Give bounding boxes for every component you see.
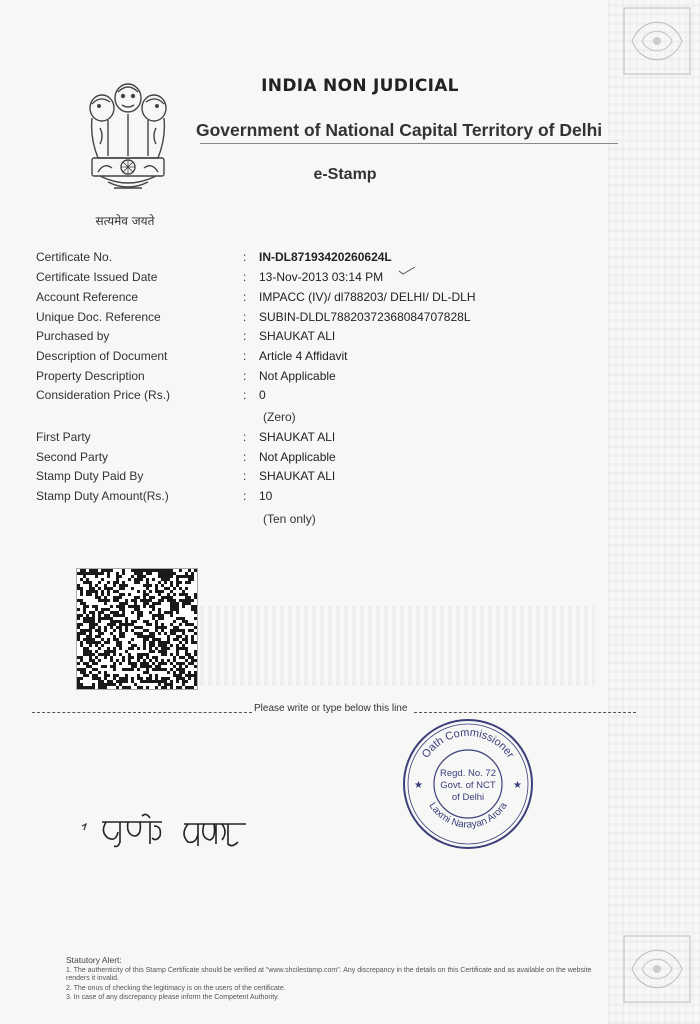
field-label: Stamp Duty Paid By [36,469,144,483]
ashoka-lion-emblem-icon [78,78,178,210]
field-colon: : [243,290,247,304]
field-colon: : [243,388,247,402]
certificate-number: IN-DL87193420260624L [259,250,392,264]
ornament-icon [622,6,692,76]
ornament-icon [622,934,692,1004]
first-party: SHAUKAT ALI [259,430,336,444]
field-label: Account Reference [36,290,139,304]
issued-date: 13-Nov-2013 03:14 PM [259,270,384,284]
unique-doc-reference: SUBIN-DLDL78820372368084707828L [259,310,471,324]
svg-text:Oath Commissioner [420,727,517,761]
field-colon: : [243,450,247,464]
second-party: Not Applicable [259,450,336,464]
seal-bottom-text: Laxmi Narayan Arora [426,800,510,831]
decorative-border [608,0,700,1024]
field-label: Unique Doc. Reference [36,310,161,324]
field-colon: : [243,489,247,503]
consideration-price-words: (Zero) [263,410,296,424]
title-divider [200,143,618,144]
field-label: Certificate No. [36,250,113,264]
svg-text:Laxmi Narayan Arora [426,800,509,830]
consideration-price: 0 [259,388,266,402]
statutory-alert-item: 1. The authenticity of this Stamp Certificate should be verified at "www.shcilestamp.com". Any discrepancy in the details on this Certificate and as available on the website renders it invalid. [66,967,592,982]
field-label: Certificate Issued Date [36,270,158,284]
field-colon: : [243,469,247,483]
field-label: Consideration Price (Rs.) [36,388,171,402]
stamp-duty-paid-by: SHAUKAT ALI [259,469,336,483]
field-label: First Party [36,430,91,444]
document-description: Article 4 Affidavit [259,349,348,363]
handwritten-signature [76,812,256,862]
field-colon: : [243,329,247,343]
separator-line [414,712,636,713]
field-colon: : [243,310,247,324]
seal-regd-no: Regd. No. 72 [440,768,496,779]
seal-outer-text: Oath Commissioner [419,726,517,761]
property-description: Not Applicable [259,369,336,383]
field-label: Description of Document [36,349,168,363]
document-title: INDIA NON JUDICIAL [261,76,459,96]
field-label: Purchased by [36,329,110,343]
separator-line [32,712,252,713]
statutory-alert-item: 2. The onus of checking the legitimacy is on the users of the certificate. [66,985,286,992]
tick-mark-icon [398,266,416,276]
stamp-duty-amount: 10 [259,489,273,503]
separator-text: Please write or type below this line [254,703,408,714]
account-reference: IMPACC (IV)/ dl788203/ DELHI/ DL-DLH [259,290,476,304]
field-colon: : [243,349,247,363]
star-icon: ★ [414,780,423,791]
field-colon: : [243,430,247,444]
qr-code [76,568,198,690]
field-label: Second Party [36,450,109,464]
document-type: e-Stamp [313,166,377,183]
field-colon: : [243,250,247,264]
seal-delhi: of Delhi [451,792,485,803]
field-colon: : [243,369,247,383]
government-name: Government of National Capital Territory of Delhi [196,120,603,140]
field-colon: : [243,270,247,284]
field-label: Property Description [36,369,145,383]
stamp-duty-amount-words: (Ten only) [263,512,316,526]
emblem-motto: सत्यमेव जयते [95,214,155,228]
statutory-alert-item: 3. In case of any discrepancy please inform the Competent Authority. [66,994,280,1001]
oath-commissioner-seal [400,716,536,852]
seal-govt: Govt. of NCT [440,780,496,791]
purchased-by: SHAUKAT ALI [259,329,336,343]
field-label: Stamp Duty Amount(Rs.) [36,489,169,503]
statutory-alert-title: Statutory Alert: [66,955,122,965]
security-watermark [200,606,595,686]
star-icon: ★ [513,780,522,791]
